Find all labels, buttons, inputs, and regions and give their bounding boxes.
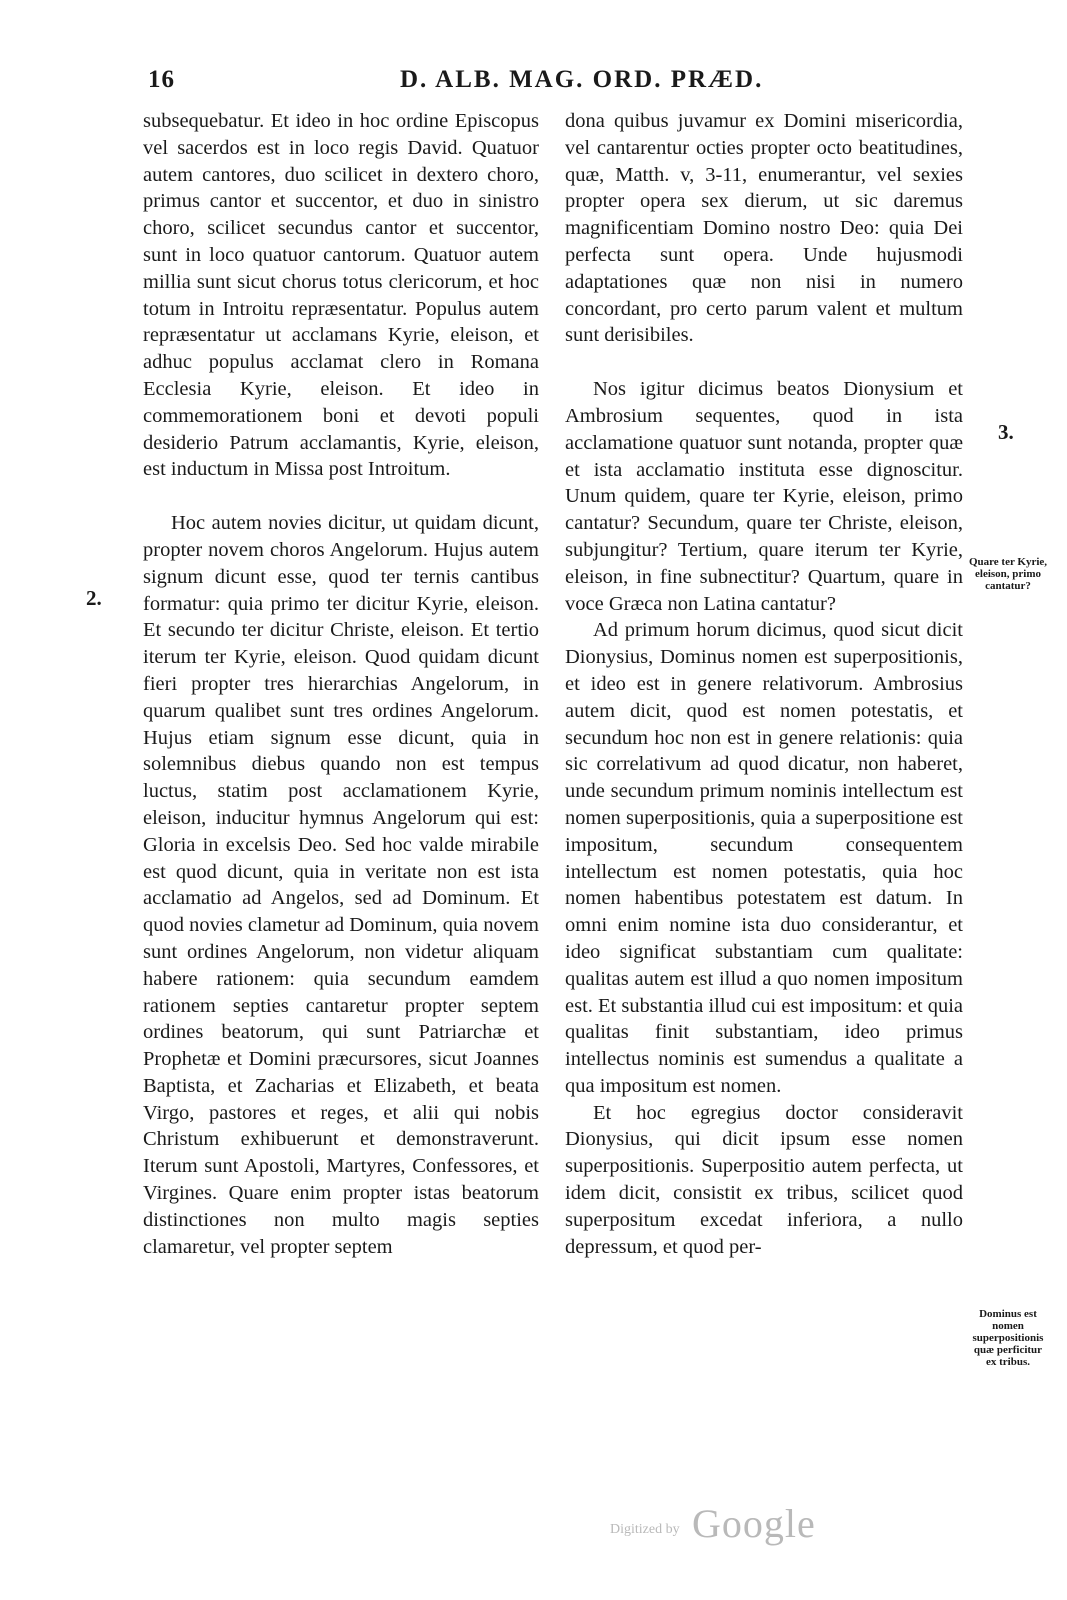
paragraph: Et hoc egregius doctor consideravit Dionysius, qui dicit ipsum esse nomen superpositionis. Superpositio autem perfecta, ut idem dicit, consistit ex tribus, scilicet quod superpositum excedat inferiora, a nullo depressum, et quod per- <box>565 1101 963 1258</box>
paragraph: Hoc autem novies dicitur, ut quidam dicunt, propter novem choros Angelorum. Hujus autem signum dicunt esse, quod ter ternis cantibus formatur: quia primo ter dicitur Kyrie, eleison. Et secundo ter dicitur Christe, eleison. Et tertio iterum ter Kyrie, eleison. Quod quidam dicunt fieri propter tres hierarchias Angelorum, in quarum qualibet sunt tres ordines Angelorum. Hujus etiam signum esse dicunt, quia in solemnibus diebus quando non est tempus luctus, statim post acclamationem Kyrie, eleison, inducitur hymnus Angelorum qui est: Gloria in excelsis Deo. Sed hoc valde mirabile est quod dicunt, quia in veritate non est ista acclamatio ad Angelos, sed ad Dominum. Et quod novies clametur ad Dominum, quia novem sunt ordines Angelorum, non videtur aliquam habere rationem: quia secundum eamdem rationem septies cantaretur propter septem ordines beatorum, qui sunt Patriarchæ et Prophetæ et Domini præcursores, sicut Joannes Baptista, et Zacharias et Elizabeth, et beata Virgo, pastores et reges, et alii qui nobis Christum exhibuerunt et demonstraverunt. Iterum sunt Apostoli, Martyres, Confessores, et Virgines. Quare enim propter istas beatorum distinctiones non multo magis septies clamaretur, vel propter septem <box>143 512 539 1258</box>
paragraph: Nos igitur dicimus beatos Dionysium et Ambrosium sequentes, quod in ista acclamatione quatuor sunt notanda, propter quæ et ista acclamatio instituta esse dignoscitur. Unum quidem, quare ter Kyrie, eleison, primo cantatur? Secundum, quare ter Christe, eleison, subjungitur? Tertium, quare iterum ter Kyrie, eleison, in fine subnectitur? Quartum, quare in voce Græca non Latina cantatur? <box>565 378 963 615</box>
right-column <box>565 108 963 1260</box>
google-logo: Google <box>692 1501 816 1546</box>
left-column <box>143 108 539 1260</box>
section-number-2: 2. <box>86 586 102 610</box>
margin-note: Dominus est nomen superpositionis quæ perficitur ex tribus. <box>972 1308 1044 1368</box>
paragraph: Ad primum horum dicimus, quod sicut dicit Dionysius, Dominus nomen est superpositionis, et ideo est in genere relativorum. Ambrosius autem dicit, quod est nomen potestatis, et secundum hoc non est in genere relationis: quia sic correlativum ad quod dicatur, non haberet, unde secundum primum nominis intellectum est nomen superpositionis, quia a superpositione est impositum, secundum consequentem intellectum est nomen potestatis, quia hoc nomen habentibus potestatem est datum. In omni enim nomine ista duo considerantur, et ideo significat substantiam cum qualitate: qualitas autem est illud a quo nomen impositum est. Et substantia illud cui est impositum: et quia qualitas finit substantiam, ideo primus intellectus nominis est sumendus a qualitate a qua impositum est nomen. <box>565 619 963 1097</box>
digitized-label: Digitized by <box>610 1522 680 1537</box>
paragraph: subsequebatur. Et ideo in hoc ordine Episcopus vel sacerdos est in loco regis David. Quatuor autem cantores, duo scilicet in dextero choro, primus cantor et succentor, et duo in sinistro choro, scilicet secundus cantor et succentor, sunt in loco quatuor cantorum. Quatuor autem millia sunt sicut chorus totus clericorum, et hoc totum in Introitu repræsentatur. Populus autem repræsentatur ut acclamans Kyrie, eleison, et adhuc populus acclamat clero in Romana Ecclesia Kyrie, eleison. Et ideo in commemorationem boni et devoti populi desiderio Patrum acclamantis, Kyrie, eleison, est inductum in Missa post Introitum. <box>143 110 539 481</box>
paragraph: dona quibus juvamur ex Domini misericordia, vel cantarentur octies propter octo beatitudines, quæ, Matth. v, 3-11, enumerantur, vel sexies propter opera sex dierum, ut sic daremus magnificentiam Domino nostro Deo: quia Dei perfecta sunt opera. Unde hujusmodi adaptationes quæ non nisi in numero concordant, pro certo parum valent et multum sunt derisibiles. <box>565 110 963 347</box>
page-number: 16 <box>148 66 175 93</box>
section-number-3: 3. <box>998 420 1014 444</box>
running-head: D. ALB. MAG. ORD. PRÆD. <box>400 66 764 93</box>
digitized-watermark <box>610 1500 830 1550</box>
page-header <box>0 66 1067 96</box>
margin-note: Quare ter Kyrie, eleison, primo cantatur? <box>968 556 1048 592</box>
